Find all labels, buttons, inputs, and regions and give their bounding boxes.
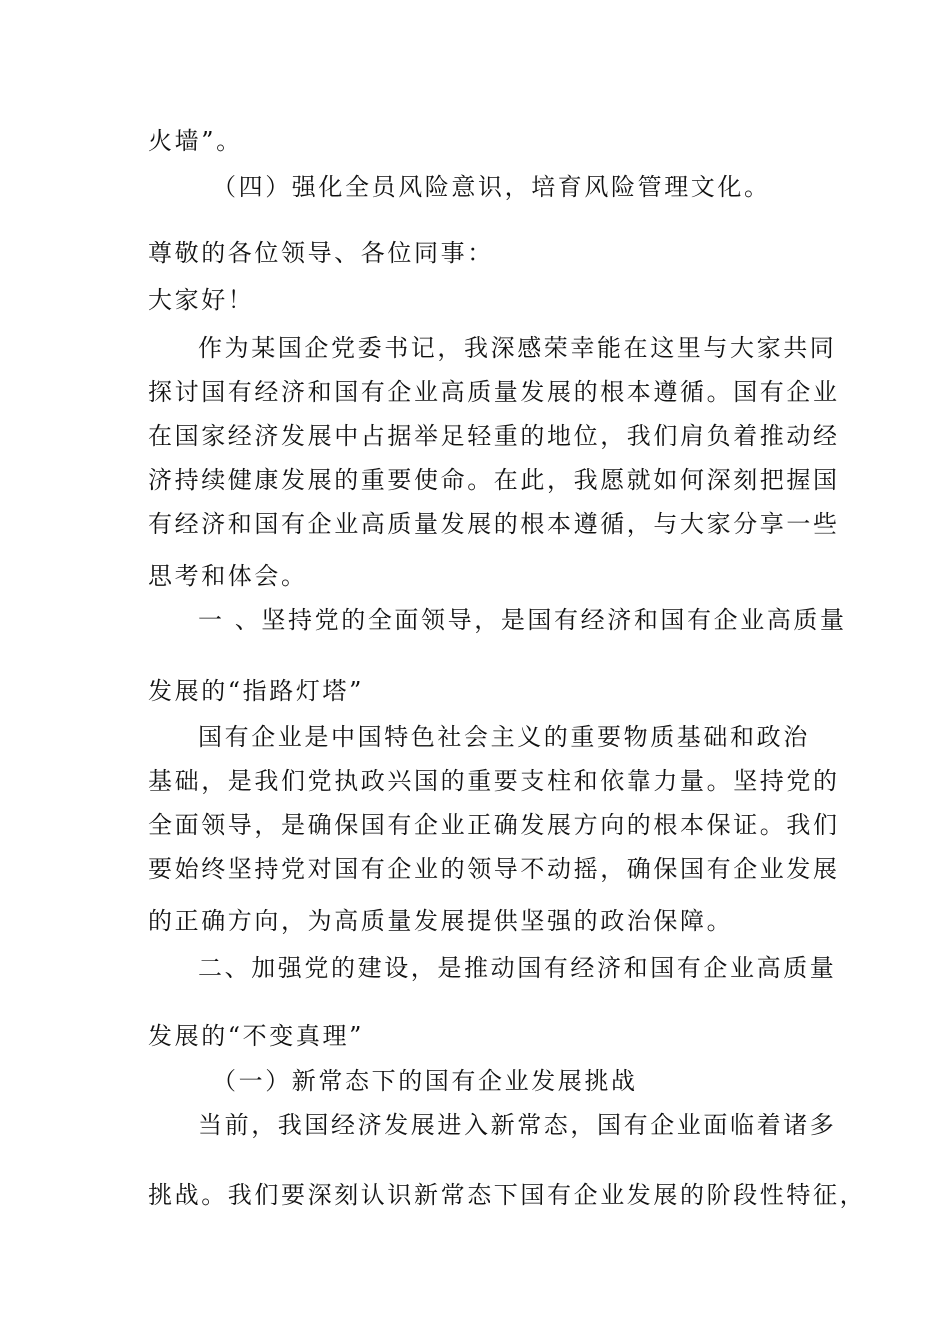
paragraph-line: 有经济和国有企业高质量发展的根本遵循，与大家分享一些 [148, 510, 840, 538]
paragraph-line: 全面领导，是确保国有企业正确发展方向的根本保证。我们 [148, 811, 840, 839]
paragraph-line: 挑战。我们要深刻认识新常态下国有企业发展的阶段性特征， [148, 1181, 867, 1209]
text-line-continuation: 火墙”。 [148, 127, 243, 155]
paragraph-line: 作为某国企党委书记，我深感荣幸能在这里与大家共同 [198, 334, 837, 362]
paragraph-line: 在国家经济发展中占据举足轻重的地位，我们肩负着推动经 [148, 422, 840, 450]
section-heading-one-cont: 发展的“指路灯塔” [148, 677, 364, 705]
greeting: 大家好！ [148, 286, 255, 314]
section-heading-one: 一 、坚持党的全面领导，是国有经济和国有企业高质量 [198, 606, 847, 634]
paragraph-line: 济持续健康发展的重要使命。在此，我愿就如何深刻把握国 [148, 466, 840, 494]
section-heading-two: 二、加强党的建设，是推动国有经济和国有企业高质量 [198, 954, 837, 982]
paragraph-line: 国有企业是中国特色社会主义的重要物质基础和政治 [198, 723, 810, 751]
paragraph-line: 要始终坚持党对国有企业的领导不动摇，确保国有企业发展 [148, 855, 840, 883]
subsection-heading-one: （一）新常态下的国有企业发展挑战 [212, 1067, 638, 1095]
paragraph-line: 探讨国有经济和国有企业高质量发展的根本遵循。国有企业 [148, 378, 840, 406]
salutation: 尊敬的各位领导、各位同事： [148, 239, 494, 267]
section-heading-four: （四）强化全员风险意识，培育风险管理文化。 [212, 173, 771, 201]
section-heading-two-cont: 发展的“不变真理” [148, 1022, 364, 1050]
paragraph-line: 基础，是我们党执政兴国的重要支柱和依靠力量。坚持党的 [148, 767, 840, 795]
paragraph-line: 当前，我国经济发展进入新常态，国有企业面临着诸多 [198, 1111, 837, 1139]
paragraph-line: 思考和体会。 [148, 562, 308, 590]
paragraph-line: 的正确方向，为高质量发展提供坚强的政治保障。 [148, 907, 734, 935]
